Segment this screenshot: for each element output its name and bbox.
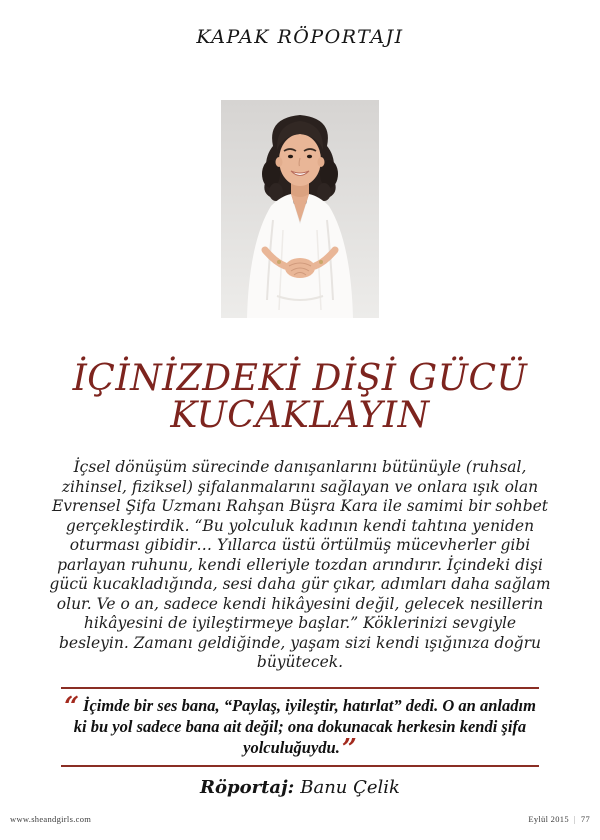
pull-quote-block [61,687,539,767]
byline [0,777,600,798]
article-title-line1: İÇİNİZDEKİ DİŞİ GÜCÜ [72,358,528,399]
byline-name: Banu Çelik [300,776,400,798]
footer-separator: | [573,814,576,824]
article-intro-paragraph: İçsel dönüşüm sürecinde danışanlarını bütünüyle (ruhsal, zihinsel, fiziksel) şifalanmalarını sağlayan ve onlara ışık olan Evrensel Şifa Uzmanı Rahşan Büşra Kara ile samimi bir sohbet gerçekleştirdik. “Bu yolculuk kadının kendi tahtına yeniden oturması gibidir… Yıllarca üstü örtülmüş mücevherler gibi parlayan ruhunu, kendi elleriyle tozdan arındırır. İçindeki dişi gücü kucakladığında, sesi daha gür çıkar, adımları daha sağlam olur. Ve o an, sadece kendi hikâyesini değil, gelecek nesillerin hikâyesini de iyileştirmeye başlar.” Köklerinizi sevgiyle besleyin. Zamanı geldiğinde, yaşam sizi kendi ışığınıza doğru büyütecek. [49,458,551,672]
footer-issue: Eylül 2015 [528,814,569,824]
footer-folio [528,814,590,824]
article-title-line2: KUCAKLAYIN [170,395,430,436]
open-quote-icon: “ [64,691,80,722]
pull-quote-rule-bottom [61,765,539,767]
footer-page-number: 77 [580,814,590,824]
cover-portrait-photo [221,100,379,318]
section-kicker: KAPAK RÖPORTAJI [196,26,404,48]
pull-quote-text [61,689,539,765]
footer-website: www.sheandgirls.com [10,814,92,824]
close-quote-icon: ” [341,733,357,764]
byline-label: Röportaj: [200,776,295,798]
article-title [0,360,600,434]
pull-quote-body: İçimde bir ses bana, “Paylaş, iyileştir, hatırlat” dedi. O an anladım ki bu yol sadece bana ait değil; ona dokunacak herkesin kendi şifa yolculuğuydu. [73,695,536,757]
page-footer [10,814,590,824]
portrait-illustration [221,100,379,318]
